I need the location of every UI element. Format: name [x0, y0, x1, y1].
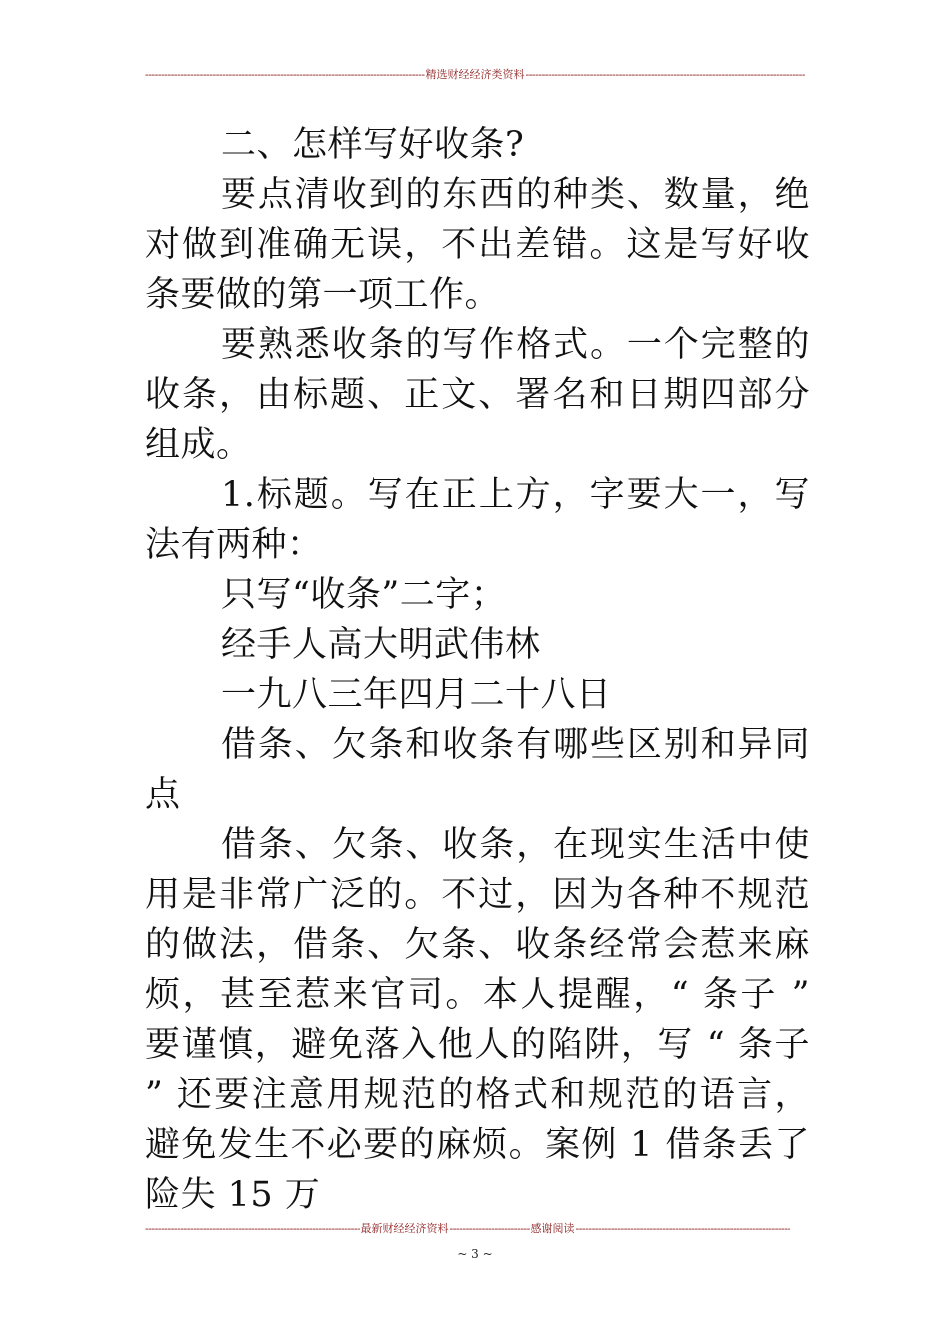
body-paragraph: 要点清收到的东西的种类、数量，绝对做到准确无误，不出差错。这是写好收条要做的第一项工作。 [145, 175, 810, 315]
body-paragraph: 要熟悉收条的写作格式。一个完整的收条，由标题、正文、署名和日期四部分组成。 [145, 325, 810, 465]
header-rule-left [145, 68, 425, 82]
document-body [145, 120, 810, 1220]
footer-rule-middle [450, 1222, 530, 1236]
body-paragraph: 1.标题。写在正上方，字要大一，写法有两种： [145, 475, 810, 565]
header-rule-right [526, 68, 806, 82]
footer-rule-right [576, 1222, 791, 1236]
body-paragraph: 借条、欠条、收条，在现实生活中使用是非常广泛的。不过，因为各种不规范的做法，借条、欠条、收条经常会惹来麻烦，甚至惹来官司。本人提醒，“ 条子 ” 要谨慎，避免落入他人的陷阱，写 “ 条子 ” 还要注意用规范的格式和规范的语言，避免发生不必要的麻烦。案例 1 借条丢了险失 15 万 [145, 825, 810, 1215]
section-heading: 二、怎样写好收条? [221, 125, 525, 165]
page-number: ~ 3 ~ [457, 1247, 493, 1261]
footer-right-text: 感谢阅读 [530, 1222, 575, 1235]
footer-left-text: 最新财经经济资料 [360, 1222, 449, 1235]
page-footer [145, 1222, 790, 1236]
footer-rule-left [145, 1222, 360, 1236]
page-header [145, 68, 805, 82]
body-paragraph: 一九八三年四月二十八日 [221, 675, 612, 715]
body-paragraph: 只写“收条”二字； [221, 575, 507, 615]
header-text: 精选财经经济类资料 [425, 68, 525, 81]
body-paragraph: 经手人高大明武伟林 [221, 625, 541, 665]
body-paragraph: 借条、欠条和收条有哪些区别和异同点 [145, 725, 810, 815]
